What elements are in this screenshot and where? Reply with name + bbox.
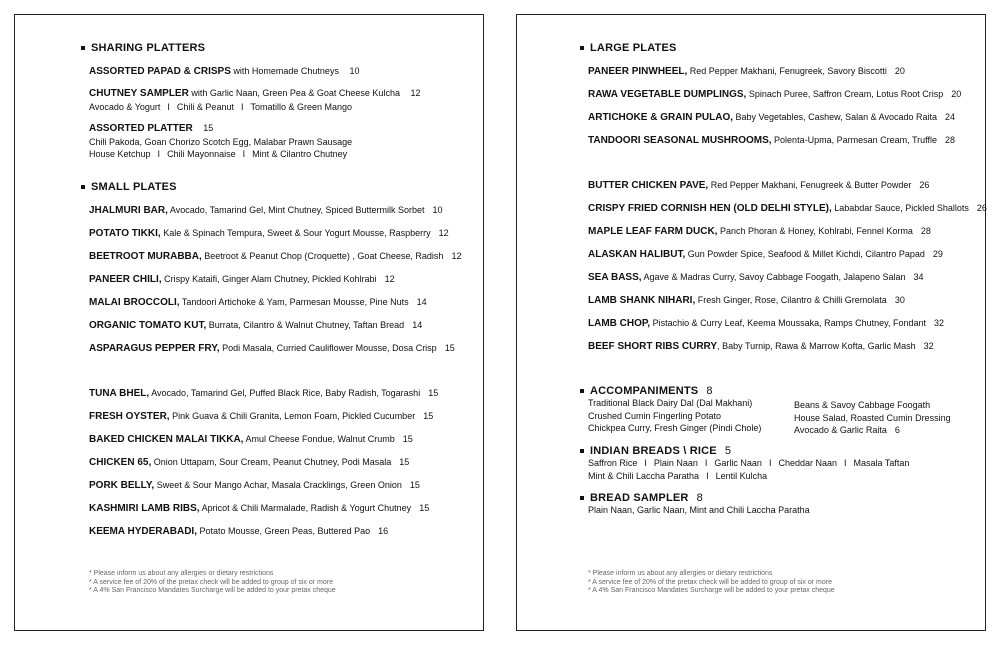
item-name: ASSORTED PLATTER (89, 123, 193, 134)
footer-note: * A 4% San Francisco Mandates Surcharge will be added to your pretax cheque (89, 587, 336, 595)
item-price: 15 (428, 388, 439, 398)
item-price: 16 (378, 526, 389, 536)
footer-note: * A service fee of 20% of the pretax check will be added to group of six or more (588, 578, 832, 586)
menu-item (89, 87, 475, 113)
item-price: 29 (932, 249, 943, 259)
item-description: Sweet & Sour Mango Achar, Masala Cracklings, Green Onion (156, 480, 402, 490)
menu-item (89, 502, 475, 516)
footer-notes (588, 570, 835, 596)
section-title: LARGE PLATES (590, 42, 677, 54)
bullet-icon (580, 496, 584, 500)
item-price: 32 (923, 341, 934, 351)
menu-text: Traditional Black Dairy Dal (Dal Makhani) (588, 398, 753, 408)
item-price: 12 (438, 228, 449, 238)
menu-item (89, 296, 475, 310)
item-price: 20 (951, 89, 962, 99)
separator: I (704, 458, 708, 468)
footer-notes (89, 570, 336, 596)
item-name: ASSORTED PAPAD & CRISPS (89, 66, 231, 77)
item-description: Potato Mousse, Green Peas, Buttered Pao (199, 526, 371, 536)
item-price: 32 (934, 318, 945, 328)
menu-item (588, 179, 977, 193)
accompaniments-col-2 (794, 399, 951, 437)
menu-text: Avocado & Garlic Raita (794, 425, 887, 435)
menu-item (89, 387, 475, 401)
menu-page-left (14, 14, 484, 631)
section-heading-breads (580, 445, 731, 457)
item-description: Agave & Madras Curry, Savoy Cabbage Foogath, Jalapeno Salan (643, 272, 906, 282)
item-name: BAKED CHICKEN MALAI TIKKA, (89, 434, 244, 445)
item-name: FRESH OYSTER, (89, 411, 170, 422)
item-description: Lababdar Sauce, Pickled Shallots (834, 203, 969, 213)
menu-text: Mint & Chili Laccha Paratha (588, 470, 700, 481)
item-price: 28 (944, 135, 955, 145)
separator: I (706, 470, 709, 481)
menu-text: Avocado & Yogurt (89, 101, 161, 112)
item-price: 24 (945, 112, 956, 122)
menu-item (588, 317, 977, 331)
separator: I (768, 458, 772, 468)
menu-item (588, 271, 977, 285)
item-name: LAMB SHANK NIHARI, (588, 295, 696, 306)
item-name: LAMB CHOP, (588, 318, 651, 329)
bullet-icon (580, 389, 584, 393)
section-heading-bread-sampler (580, 492, 703, 504)
section-title: BREAD SAMPLER (590, 492, 689, 504)
item-description: Panch Phoran & Honey, Kohlrabi, Fennel Korma (719, 226, 913, 236)
item-price: 14 (416, 297, 427, 307)
item-name: BEEF SHORT RIBS CURRY (588, 341, 718, 352)
menu-text: Saffron Rice (588, 458, 638, 468)
menu-text: Beans & Savoy Cabbage Foogath (794, 400, 931, 410)
item-description: Fresh Ginger, Rose, Cilantro & Chilli Gremolata (697, 295, 887, 305)
item-description: Avocado, Tamarind Gel, Puffed Black Rice, Baby Radish, Togarashi (151, 388, 421, 398)
footer-note: * A 4% San Francisco Mandates Surcharge will be added to your pretax cheque (588, 587, 835, 595)
item-price: 15 (419, 503, 430, 513)
menu-item (89, 204, 475, 218)
item-price: 15 (399, 457, 410, 467)
item-price: 10 (349, 66, 360, 76)
item-description: Podi Masala, Curried Cauliflower Mousse, Dosa Crisp (222, 343, 437, 353)
item-description: Red Pepper Makhani, Fenugreek, Savory Biscotti (689, 66, 887, 76)
menu-item (588, 225, 977, 239)
section-heading-small-plates (81, 181, 177, 193)
menu-text: Garlic Naan (714, 458, 762, 468)
item-name: PANEER CHILI, (89, 274, 162, 285)
menu-text: House Salad, Roasted Cumin Dressing (794, 412, 951, 423)
item-name: POTATO TIKKI, (89, 228, 161, 239)
item-price: 15 (203, 123, 214, 133)
menu-item (588, 340, 977, 354)
item-name: JHALMURI BAR, (89, 205, 168, 216)
bread-sampler-desc: Plain Naan, Garlic Naan, Mint and Chili Laccha Paratha (588, 505, 810, 515)
item-name: CHUTNEY SAMPLER (89, 88, 189, 99)
item-name: ARTICHOKE & GRAIN PULAO, (588, 112, 733, 123)
item-description: Polenta-Upma, Parmesan Cream, Truffle (774, 135, 937, 145)
separator: I (844, 458, 847, 468)
menu-text: Mint & Cilantro Chutney (252, 149, 348, 159)
item-description: Baby Vegetables, Cashew, Salan & Avocado Raita (735, 112, 937, 122)
item-price: 26 (919, 180, 930, 190)
menu-text: Tomatillo & Green Mango (250, 101, 353, 112)
accompaniments-col-1 (588, 397, 761, 435)
item-name: CHICKEN 65, (89, 457, 152, 468)
menu-item (89, 319, 475, 333)
item-price: 12 (451, 251, 462, 261)
bullet-icon (81, 185, 85, 189)
menu-item (89, 479, 475, 493)
menu-item (89, 525, 475, 539)
item-description: Onion Uttapam, Sour Cream, Peanut Chutney, Podi Masala (153, 457, 392, 467)
menu-text: Cheddar Naan (778, 458, 838, 468)
breads-list (588, 457, 909, 482)
item-description: Gun Powder Spice, Seafood & Millet Kichdi, Cilantro Papad (687, 249, 925, 259)
item-price: 26 (976, 203, 987, 213)
item-name: ALASKAN HALIBUT, (588, 249, 686, 260)
item-name: BEETROOT MURABBA, (89, 251, 202, 262)
section-title: SHARING PLATTERS (91, 42, 206, 54)
item-price: 8 (696, 492, 703, 504)
item-name: MAPLE LEAF FARM DUCK, (588, 226, 718, 237)
menu-item (89, 65, 475, 79)
item-name: BUTTER CHICKEN PAVE, (588, 180, 709, 191)
section-title: SMALL PLATES (91, 181, 177, 193)
menu-text: Lentil Kulcha (715, 470, 768, 481)
menu-item (89, 227, 475, 241)
item-name: PANEER PINWHEEL, (588, 66, 688, 77)
item-description: with Homemade Chutneys (233, 66, 339, 76)
item-description: Apricot & Chili Marmalade, Radish & Yogurt Chutney (201, 503, 412, 513)
menu-item (89, 433, 475, 447)
section-heading-large-plates (580, 42, 677, 54)
item-name: ORGANIC TOMATO KUT, (89, 320, 207, 331)
item-description: Spinach Puree, Saffron Cream, Lotus Root Crisp (748, 89, 944, 99)
menu-item (588, 248, 977, 262)
item-price: 5 (724, 445, 732, 457)
menu-item (588, 202, 987, 216)
menu-text: Chickpea Curry, Fresh Ginger (Pindi Chole) (588, 423, 762, 433)
item-name: SEA BASS, (588, 272, 642, 283)
item-price: 15 (409, 480, 420, 490)
item-price: 15 (423, 411, 434, 421)
separator: I (644, 458, 647, 468)
menu-item (588, 134, 977, 148)
item-name: TUNA BHEL, (89, 388, 150, 399)
item-price: 12 (384, 274, 395, 284)
menu-text: Masala Taftan (853, 458, 910, 468)
bullet-icon (81, 46, 85, 50)
bullet-icon (580, 449, 584, 453)
item-price: 15 (402, 434, 413, 444)
menu-item (89, 456, 475, 470)
item-name: ASPARAGUS PEPPER FRY, (89, 343, 220, 354)
section-heading-sharing (81, 42, 205, 54)
menu-item (588, 65, 977, 79)
item-description: Beetroot & Peanut Chop (Croquette) , Goat Cheese, Radish (204, 251, 444, 261)
menu-text: Plain Naan (653, 458, 698, 468)
item-price: 34 (913, 272, 924, 282)
menu-text: Crushed Cumin Fingerling Potato (588, 410, 722, 421)
item-price: 10 (432, 205, 443, 215)
footer-note: * A service fee of 20% of the pretax check will be added to group of six or more (89, 578, 333, 586)
item-description: Pink Guava & Chili Granita, Lemon Foam, Pickled Cucumber (172, 411, 416, 421)
footer-note: * Please inform us about any allergies or dietary restrictions (89, 570, 274, 577)
separator: I (157, 149, 161, 159)
item-description: with Garlic Naan, Green Pea & Goat Cheese Kulcha (191, 88, 400, 98)
item-price: 20 (894, 66, 905, 76)
item-name: PORK BELLY, (89, 480, 155, 491)
menu-item (588, 88, 977, 102)
item-name: RAWA VEGETABLE DUMPLINGS, (588, 89, 747, 100)
item-price: 8 (706, 385, 713, 397)
menu-page-right (516, 14, 986, 631)
menu-item (89, 122, 475, 161)
section-heading-accompaniments (580, 385, 713, 397)
menu-text: Chili Pakoda, Goan Chorizo Scotch Egg, Malabar Prawn Sausage (89, 136, 353, 147)
item-price: 6 (894, 425, 900, 435)
menu-item (588, 294, 977, 308)
item-name: CRISPY FRIED CORNISH HEN (OLD DELHI STYLE), (588, 203, 832, 214)
item-description: Avocado, Tamarind Gel, Mint Chutney, Spiced Buttermilk Sorbet (169, 205, 425, 215)
menu-text: Chili Mayonnaise (167, 149, 236, 159)
separator: I (167, 101, 170, 112)
item-price: 14 (412, 320, 423, 330)
footer-note: * Please inform us about any allergies or dietary restrictions (588, 570, 773, 577)
menu-item (89, 410, 475, 424)
menu-item (89, 342, 475, 356)
section-title: ACCOMPANIMENTS (590, 385, 699, 397)
item-price: 30 (894, 295, 905, 305)
item-description: Burrata, Cilantro & Walnut Chutney, Taftan Bread (208, 320, 405, 330)
item-name: MALAI BROCCOLI, (89, 297, 180, 308)
item-description: Amul Cheese Fondue, Walnut Crumb (245, 434, 395, 444)
section-title: INDIAN BREADS \ RICE (590, 445, 717, 457)
menu-text: House Ketchup (89, 149, 151, 159)
item-name: KEEMA HYDERABADI, (89, 526, 197, 537)
item-price: 12 (410, 88, 421, 98)
item-name: TANDOORI SEASONAL MUSHROOMS, (588, 135, 772, 146)
separator: I (240, 101, 244, 112)
menu-item (89, 250, 475, 264)
item-name: KASHMIRI LAMB RIBS, (89, 503, 200, 514)
item-price: 15 (444, 343, 455, 353)
item-description: , Baby Turnip, Rawa & Marrow Kofta, Garlic Mash (717, 341, 916, 351)
separator: I (242, 149, 246, 159)
menu-item (588, 111, 977, 125)
menu-item (89, 273, 475, 287)
bullet-icon (580, 46, 584, 50)
item-description: Pistachio & Curry Leaf, Keema Moussaka, Ramps Chutney, Fondant (652, 318, 927, 328)
item-description: Red Pepper Makhani, Fenugreek & Butter Powder (710, 180, 912, 190)
item-description: Tandoori Artichoke & Yam, Parmesan Mousse, Pine Nuts (181, 297, 409, 307)
item-description: Crispy Kataifi, Ginger Alam Chutney, Pickled Kohlrabi (164, 274, 377, 284)
menu-text: Chili & Peanut (176, 101, 234, 112)
item-price: 28 (920, 226, 931, 236)
item-description: Kale & Spinach Tempura, Sweet & Sour Yogurt Mousse, Raspberry (163, 228, 431, 238)
